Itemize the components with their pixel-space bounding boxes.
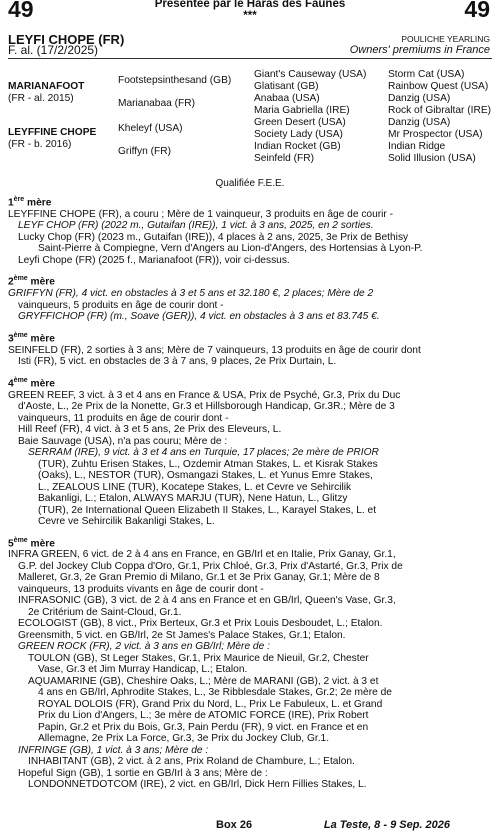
family-line: INFRINGE (GB), 1 vict. à 3 ans; Mère de :	[18, 744, 209, 756]
section-heading: 4ème mère	[8, 376, 55, 390]
gen2-item: Kheleyf (USA)	[118, 123, 183, 134]
presenter	[0, 0, 500, 22]
family-line: LEYF CHOP (FR) (2022 m., Gutaifan (IRE)), 1 vict. à 3 ans, 2025, en 2 sorties.	[18, 220, 374, 232]
family-line: LEYFFINE CHOPE (FR), a couru ; Mère de 1 vainqueur, 3 produits en âge de courir -	[8, 208, 394, 220]
presenter-line: Présentée par le Haras des Faunes	[154, 0, 346, 10]
footer-box: Box 26	[216, 819, 253, 831]
family-line: d'Aoste, L., 2e Prix de la Nonette, Gr.3 et Hillsborough Handicap, Gr.3R.; Mère de 3	[18, 401, 395, 413]
family-line: 2e Critérium de Saint-Cloud, Gr.1.	[28, 606, 182, 618]
sire-info: (FR - al. 2015)	[8, 93, 74, 104]
header-rule	[8, 58, 492, 59]
family-line: SEINFELD (FR), 2 sorties à 3 ans; Mère de 7 vainqueurs, 13 produits en âge de courir dont	[8, 344, 421, 356]
dam-info: (FR - b. 2016)	[8, 139, 72, 150]
gen4-item: Solid Illusion (USA)	[388, 153, 476, 164]
gen4-item: Storm Cat (USA)	[388, 69, 465, 80]
family-line: TOULON (GB), St Leger Stakes, Gr.1, Prix Maurice de Nieuil, Gr.2, Chester	[28, 652, 369, 664]
family-line: INFRA GREEN, 6 vict. de 2 à 4 ans en France, en GB/Irl et en Italie, Prix Ganay, Gr.1,	[8, 549, 396, 561]
gen3-item: Indian Rocket (GB)	[254, 141, 341, 152]
family-line: (TUR), Zuhtu Erisen Stakes, L., Ozdemir Atman Stakes, L. et Kisrak Stakes	[38, 458, 378, 470]
family-line: vainqueurs, 11 produits en âge de courir dont -	[18, 412, 229, 424]
family-line: GREEN REEF, 3 vict. à 3 et 4 ans en France & USA, Prix de Psyché, Gr.3, Prix du Duc	[8, 389, 401, 401]
gen2-item: Griffyn (FR)	[118, 146, 172, 157]
gen3-item: Seinfeld (FR)	[254, 153, 315, 164]
family-line: SERRAM (IRE), 9 vict. à 3 et 4 ans en Turquie, 17 places; 2e mère de PRIOR	[28, 447, 379, 459]
gen2-item: Footstepsinthesand (GB)	[118, 75, 232, 86]
section-heading: 2ème mère	[8, 275, 55, 288]
gen4-item: Danzig (USA)	[388, 117, 451, 128]
gen4-item: Mr Prospector (USA)	[388, 129, 483, 140]
dam-name: LEYFFINE CHOPE	[8, 127, 97, 138]
family-line: GREEN ROCK (FR), 2 vict. à 3 ans en GB/Irl; Mère de :	[18, 641, 270, 653]
family-line: GRIFFYN (FR), 4 vict. en obstacles à 3 et 5 ans et 32.180 €, 2 places; Mère de 2	[8, 288, 374, 300]
family-line: G.P. del Jockey Club Coppa d'Oro, Gr.1, Prix Chloé, Gr.3, Prix d'Astarté, Gr.3, Prix de	[18, 560, 403, 572]
footer-event: La Teste, 8 - 9 Sep. 2026	[323, 819, 450, 831]
family-line: Cevre ve Sehircilik Bakanligi Stakes, L.	[38, 516, 215, 528]
presenter-stars: ***	[243, 10, 257, 22]
family-line: 4 ans en GB/Irl, Aphrodite Stakes, L., 3e Ribblesdale Stakes, Gr.2; 2e mère de	[38, 687, 392, 699]
family-line: Malleret, Gr.3, 2e Gran Premio di Milano, Gr.1 et 3e Prix Ganay, Gr.1; Mère de 8	[18, 572, 380, 584]
family-text	[8, 194, 494, 791]
family-line: Hill Reef (FR), 4 vict. à 3 et 5 ans, 2e Prix des Eleveurs, L.	[18, 424, 282, 436]
family-line: Hopeful Sign (GB), 1 sortie en GB/Irl à 3 ans; Mère de :	[18, 767, 268, 779]
gen4-item: Danzig (USA)	[388, 93, 451, 104]
gen3-item: Anabaa (USA)	[254, 93, 320, 104]
gen3-item: Giant's Causeway (USA)	[254, 69, 367, 80]
sire-name: MARIANAFOOT	[8, 81, 85, 92]
family-line: (TUR), 2e International Queen Elizabeth II Stakes, L., Karayel Stakes, L. et	[38, 504, 377, 516]
horse-type: POULICHE YEARLING	[401, 34, 490, 44]
family-line: L., ZEALOUS LINE (TUR), Kocatepe Stakes, L. et Cevre ve Sehircilik	[38, 481, 352, 493]
lot-number-left: 49	[8, 0, 34, 22]
lot-number-right: 49	[464, 0, 490, 22]
family-line: vainqueurs, 13 produits vivants en âge de courir dont -	[18, 583, 264, 595]
family-line: Isti (FR), 5 vict. en obstacles de 3 à 7 ans, 9 places, 2e Prix Durtain, L.	[18, 356, 337, 368]
section-heading: 1ère mère	[8, 196, 52, 209]
family-line: AQUAMARINE (GB), Cheshire Oaks, L.; Mère de MARANI (GB), 2 vict. à 3 et	[28, 675, 379, 687]
horse-sex-origin: F. al. (17/2/2025)	[8, 43, 99, 57]
family-line: Papin, Gr.2 et Prix du Bois, Gr.3, Pain Perdu (FR), 9 vict. en France et en	[38, 721, 369, 733]
family-line: Allemagne, 2e Prix La Force, Gr.3, 3e Prix du Jockey Club, Gr.1.	[38, 733, 330, 745]
gen3-item: Glatisant (GB)	[254, 81, 319, 92]
family-line: Prix du Lion d'Angers, L.; 3e mère de ATOMIC FORCE (IRE), Prix Robert	[38, 710, 369, 722]
family-line: Lucky Chop (FR) (2023 m., Gutaifan (IRE)), 4 places à 2 ans, 2025, 3e Prix de Bethisy	[18, 231, 409, 243]
horse-name: LEYFI CHOPE (FR)	[8, 32, 125, 47]
family-line: Greensmith, 5 vict. en GB/Irl, 2e St James's Palace Stakes, Gr.1; Etalon.	[18, 629, 346, 641]
family-line: (Oaks), L., NESTOR (TUR), Osmangazi Stakes, L. et Yunus Emre Stakes,	[38, 470, 373, 482]
gen4-item: Rock of Gibraltar (IRE)	[388, 105, 492, 116]
gen4-item: Rainbow Quest (USA)	[388, 81, 489, 92]
gen3-item: Green Desert (USA)	[254, 117, 346, 128]
family-line: Vase, Gr.3 et Jim Murray Handicap, L.; Etalon.	[38, 664, 248, 676]
family-line: LONDONNETDOTCOM (IRE), 2 vict. en GB/Irl, Dick Hern Fillies Stakes, L.	[28, 779, 367, 791]
family-line: Leyfi Chope (FR) (2025 f., Marianafoot (FR)), voir ci-dessus.	[18, 254, 290, 266]
family-line: vainqueurs, 5 produits en âge de courir dont -	[18, 299, 224, 311]
family-line: INFRASONIC (GB), 3 vict. de 2 à 4 ans en France et en GB/Irl, Queen's Vase, Gr.3,	[18, 595, 396, 607]
premiums: Owners' premiums in France	[349, 44, 490, 56]
family-line: ROYAL DOLOIS (FR), Grand Prix du Nord, L., Prix Le Fabuleux, L. et Grand	[38, 698, 383, 710]
family-line: Bakanligi, L.; Etalon, ALWAYS MARJU (TUR), Nene Hatun, L., Glitzy	[38, 493, 348, 505]
gen3-item: Society Lady (USA)	[254, 129, 343, 140]
gen2-item: Marianabaa (FR)	[118, 98, 195, 109]
family-line: Baie Sauvage (USA), n'a pas couru; Mère de :	[18, 435, 228, 447]
qualification: Qualifiée F.E.E.	[215, 178, 285, 189]
family-line: ECOLOGIST (GB), 8 vict., Prix Berteux, Gr.3 et Prix Louis Desboudet, L.; Etalon.	[18, 618, 383, 630]
family-line: Saint-Pierre à Compiegne, Vern d'Angers au Lion-d'Angers, des Hortensias à Lyon-P.	[38, 243, 423, 255]
family-line: INHABITANT (GB), 2 vict. à 2 ans, Prix Roland de Chambure, L.; Etalon.	[28, 756, 355, 768]
gen3-item: Maria Gabriella (IRE)	[254, 105, 350, 116]
section-heading: 5ème mère	[8, 536, 55, 549]
section-heading: 3ème mère	[8, 331, 55, 345]
family-line: GRYFFICHOP (FR) (m., Soave (GER)), 4 vict. en obstacles à 3 ans et 83.745 €.	[18, 311, 380, 323]
gen4-item: Indian Ridge	[388, 141, 446, 152]
